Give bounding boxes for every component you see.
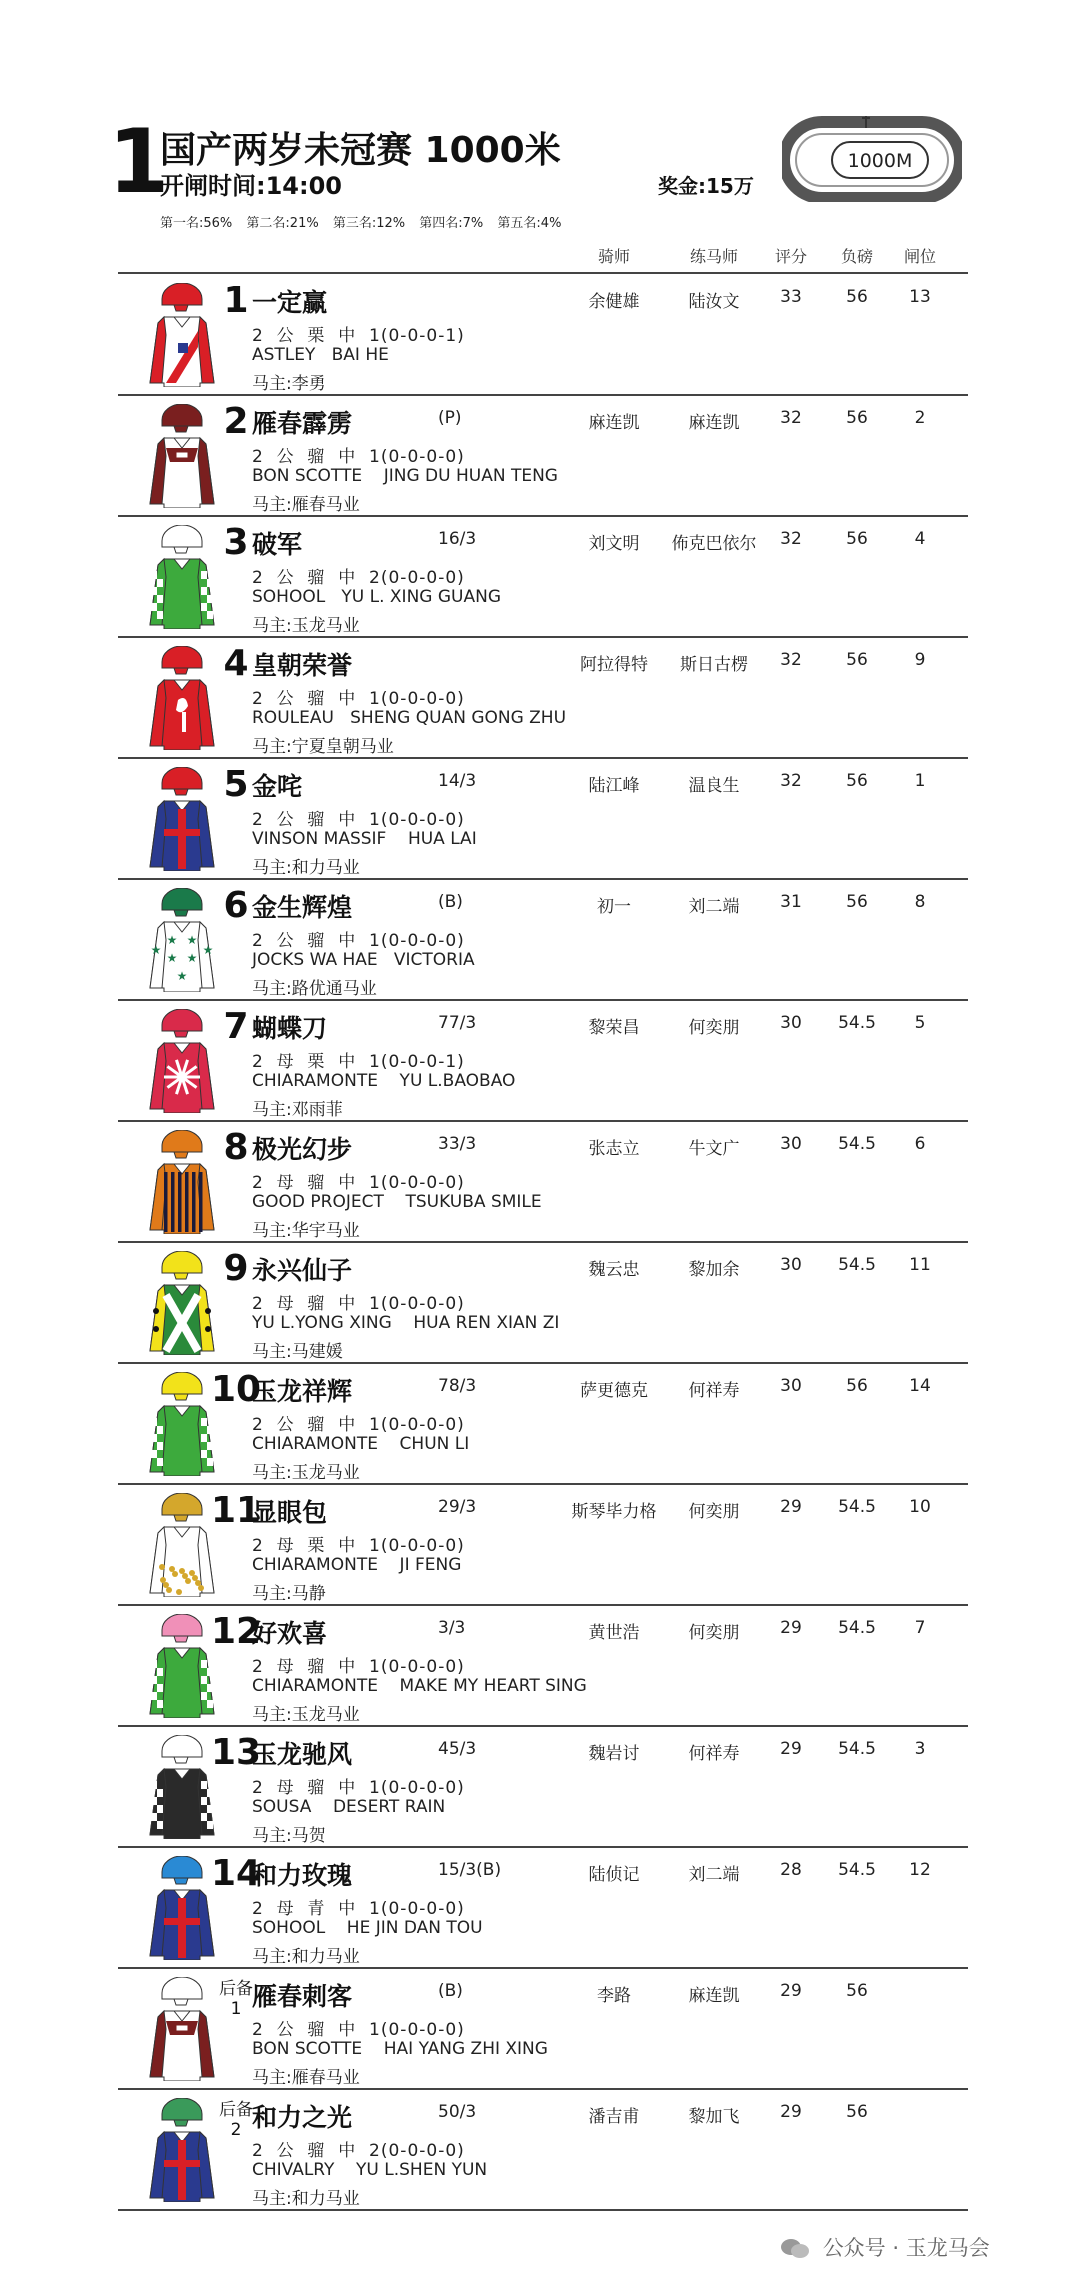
horse-number: 12 — [210, 1611, 262, 1652]
horse-info: 2 公 栗 中 1(0-0-0-1) — [252, 326, 465, 346]
horse-odds: 29/3 — [438, 1497, 477, 1517]
trainer-name: 黎加飞 — [688, 2107, 740, 2127]
column-trainer: 练马师 — [689, 247, 738, 266]
weight-value: 56 — [846, 529, 868, 549]
race-title: 国产两岁未冠赛 1000米 — [160, 130, 561, 171]
jockey-name: 黎荣昌 — [588, 1018, 640, 1038]
horse-number: 后备 1 — [219, 1979, 253, 2020]
rating-value: 32 — [780, 408, 802, 428]
horse-pedigree: BON SCOTTE HAI YANG ZHI XING — [252, 2039, 548, 2059]
jockey-name: 刘文明 — [588, 534, 640, 554]
svg-text:★: ★ — [150, 943, 162, 957]
split-4: 第四名:7% — [419, 216, 484, 231]
horse-odds: 78/3 — [438, 1376, 477, 1396]
jockey-name: 潘吉甫 — [588, 2107, 640, 2127]
horse-odds: 50/3 — [438, 2102, 477, 2122]
horse-owner: 马主:邓雨菲 — [252, 1100, 343, 1120]
horse-odds: (B) — [438, 1981, 463, 2001]
entry-row — [118, 1606, 968, 1727]
horse-info: 2 公 骝 中 2(0-0-0-0) — [252, 568, 465, 588]
horse-info: 2 母 栗 中 1(0-0-0-1) — [252, 1052, 465, 1072]
rating-value: 33 — [780, 287, 802, 307]
horse-name: 皇朝荣誉 — [252, 651, 353, 680]
split-5: 第五名:4% — [497, 216, 562, 231]
trainer-name: 何祥寿 — [688, 1744, 740, 1764]
horse-odds: 77/3 — [438, 1013, 477, 1033]
horse-name: 和力玫瑰 — [252, 1861, 353, 1890]
rating-value: 29 — [780, 1739, 802, 1759]
horse-number: 1 — [223, 280, 249, 321]
horse-info: 2 母 骝 中 1(0-0-0-0) — [252, 1778, 465, 1798]
horse-pedigree: SOHOOL HE JIN DAN TOU — [252, 1918, 483, 1938]
svg-text:★: ★ — [186, 933, 198, 947]
jockey-name: 黄世浩 — [588, 1623, 640, 1643]
jockey-name: 陆江峰 — [588, 776, 640, 796]
horse-owner: 马主:李勇 — [252, 374, 326, 394]
draw-value: 4 — [914, 529, 926, 549]
rating-value: 30 — [780, 1376, 802, 1396]
column-draw: 闸位 — [903, 247, 936, 266]
horse-odds: 14/3 — [438, 771, 477, 791]
weight-value: 54.5 — [838, 1013, 876, 1033]
rating-value: 29 — [780, 1618, 802, 1638]
horse-number: 11 — [210, 1490, 262, 1531]
weight-value: 56 — [846, 1376, 868, 1396]
horse-pedigree: GOOD PROJECT TSUKUBA SMILE — [252, 1192, 542, 1212]
horse-number: 3 — [223, 522, 249, 563]
horse-pedigree: CHIARAMONTE YU L.BAOBAO — [252, 1071, 516, 1091]
horse-number: 后备 2 — [219, 2100, 253, 2141]
weight-value: 56 — [846, 2102, 868, 2122]
weight-value: 56 — [846, 650, 868, 670]
jockey-name: 麻连凯 — [588, 413, 640, 433]
rating-value: 30 — [780, 1134, 802, 1154]
entry-row — [118, 759, 968, 880]
horse-owner: 马主:马静 — [252, 1584, 326, 1604]
watermark — [780, 2232, 990, 2262]
horse-name: 破军 — [252, 530, 303, 559]
entry-row — [118, 396, 968, 517]
draw-value: 6 — [914, 1134, 926, 1154]
horse-odds: 15/3(B) — [438, 1860, 502, 1880]
rating-value: 28 — [780, 1860, 802, 1880]
horse-owner: 马主:雁春马业 — [252, 2068, 360, 2088]
trainer-name: 牛文广 — [688, 1139, 740, 1159]
svg-text:★: ★ — [166, 951, 178, 965]
horse-owner: 马主:路优通马业 — [252, 979, 377, 999]
horse-odds: (P) — [438, 408, 462, 428]
horse-number: 13 — [210, 1732, 262, 1773]
horse-info: 2 母 骝 中 1(0-0-0-0) — [252, 1173, 465, 1193]
draw-value: 10 — [909, 1497, 931, 1517]
entry-row — [118, 1969, 968, 2090]
horse-owner: 马主:和力马业 — [252, 858, 360, 878]
wechat-icon — [780, 2238, 810, 2260]
draw-value: 2 — [914, 408, 926, 428]
race-start-time: 开闸时间:14:00 — [160, 172, 342, 200]
jockey-name: 余健雄 — [588, 292, 640, 312]
horse-owner: 马主:宁夏皇朝马业 — [252, 737, 394, 757]
race-number: 1 — [108, 110, 170, 213]
horse-number: 5 — [223, 764, 249, 805]
track-distance-label: 1000M — [847, 150, 913, 172]
weight-value: 54.5 — [838, 1618, 876, 1638]
horse-info: 2 公 骝 中 1(0-0-0-0) — [252, 810, 465, 830]
entry-row — [118, 1122, 968, 1243]
entry-row — [118, 880, 968, 1001]
jockey-silk-icon — [148, 1977, 216, 2081]
horse-pedigree: CHIARAMONTE MAKE MY HEART SING — [252, 1676, 587, 1696]
trainer-name: 何祥寿 — [688, 1381, 740, 1401]
horse-name: 玉龙祥辉 — [252, 1377, 353, 1406]
svg-text:★: ★ — [166, 933, 178, 947]
weight-value: 54.5 — [838, 1255, 876, 1275]
entry-row — [118, 517, 968, 638]
weight-value: 56 — [846, 892, 868, 912]
horse-owner: 马主:雁春马业 — [252, 495, 360, 515]
entry-row — [118, 1727, 968, 1848]
horse-name: 极光幻步 — [252, 1135, 353, 1164]
horse-name: 金生辉煌 — [252, 893, 353, 922]
horse-pedigree: BON SCOTTE JING DU HUAN TENG — [252, 466, 558, 486]
horse-odds: 16/3 — [438, 529, 477, 549]
horse-owner: 马主:和力马业 — [252, 1947, 360, 1967]
entry-row — [118, 1243, 968, 1364]
trainer-name: 温良生 — [688, 776, 740, 796]
horse-name: 好欢喜 — [252, 1619, 328, 1648]
horse-owner: 马主:马贺 — [252, 1826, 326, 1846]
trainer-name: 陆汝文 — [688, 292, 740, 312]
rating-value: 30 — [780, 1255, 802, 1275]
horse-number: 14 — [210, 1853, 262, 1894]
draw-value: 1 — [914, 771, 926, 791]
horse-number: 6 — [223, 885, 249, 926]
horse-odds: 33/3 — [438, 1134, 477, 1154]
horse-pedigree: SOUSA DESERT RAIN — [252, 1797, 446, 1817]
horse-pedigree: JOCKS WA HAE VICTORIA — [252, 950, 475, 970]
horse-info: 2 公 骝 中 1(0-0-0-0) — [252, 689, 465, 709]
column-rating: 评分 — [774, 247, 807, 266]
trainer-name: 佈克巴依尔 — [671, 534, 757, 554]
horse-number: 2 — [223, 401, 249, 442]
draw-value: 5 — [914, 1013, 926, 1033]
jockey-name: 张志立 — [588, 1139, 640, 1159]
horse-info: 2 母 骝 中 1(0-0-0-0) — [252, 1294, 465, 1314]
entry-row — [118, 1848, 968, 1969]
weight-value: 54.5 — [838, 1134, 876, 1154]
horse-owner: 马主:和力马业 — [252, 2189, 360, 2209]
svg-text:★: ★ — [186, 951, 198, 965]
jockey-name: 陆侦记 — [588, 1865, 640, 1885]
horse-name: 一定赢 — [252, 288, 328, 317]
trainer-name: 麻连凯 — [688, 1986, 740, 2006]
entry-row — [118, 638, 968, 759]
horse-info: 2 公 骝 中 1(0-0-0-0) — [252, 2020, 465, 2040]
rating-value: 32 — [780, 529, 802, 549]
rating-value: 29 — [780, 2102, 802, 2122]
weight-value: 54.5 — [838, 1860, 876, 1880]
horse-pedigree: CHIVALRY YU L.SHEN YUN — [252, 2160, 488, 2180]
column-jockey: 骑师 — [597, 247, 630, 266]
entry-row — [118, 1485, 968, 1606]
trainer-name: 何奕朋 — [688, 1018, 740, 1038]
horse-pedigree: CHIARAMONTE JI FENG — [252, 1555, 462, 1575]
horse-info: 2 公 骝 中 1(0-0-0-0) — [252, 447, 465, 467]
horse-info: 2 公 骝 中 2(0-0-0-0) — [252, 2141, 465, 2161]
rating-value: 31 — [780, 892, 802, 912]
trainer-name: 麻连凯 — [688, 413, 740, 433]
split-2: 第二名:21% — [246, 216, 319, 231]
draw-value: 11 — [909, 1255, 931, 1275]
track-diagram — [782, 112, 962, 202]
horse-pedigree: VINSON MASSIF HUA LAI — [252, 829, 477, 849]
race-prize: 奖金:15万 — [658, 174, 754, 198]
draw-value: 7 — [914, 1618, 926, 1638]
draw-value: 14 — [909, 1376, 931, 1396]
weight-value: 56 — [846, 771, 868, 791]
horse-pedigree: CHIARAMONTE CHUN LI — [252, 1434, 470, 1454]
horse-name: 玉龙驰风 — [252, 1740, 353, 1769]
horse-name: 雁春刺客 — [252, 1982, 353, 2011]
horse-name: 显眼包 — [252, 1498, 328, 1527]
jockey-name: 萨更德克 — [580, 1381, 648, 1401]
weight-value: 54.5 — [838, 1497, 876, 1517]
horse-info: 2 公 骝 中 1(0-0-0-0) — [252, 931, 465, 951]
column-weight: 负磅 — [840, 247, 873, 266]
trainer-name: 何奕朋 — [688, 1502, 740, 1522]
finish-split — [160, 212, 571, 231]
horse-owner: 马主:玉龙马业 — [252, 616, 360, 636]
weight-value: 54.5 — [838, 1739, 876, 1759]
horse-owner: 马主:华宇马业 — [252, 1221, 360, 1241]
horse-number: 4 — [223, 643, 249, 684]
jockey-name: 斯琴毕力格 — [571, 1502, 657, 1522]
jockey-silk-icon — [148, 2098, 216, 2202]
jockey-name: 李路 — [597, 1986, 631, 2006]
horse-number: 10 — [210, 1369, 262, 1410]
jockey-name: 魏岩讨 — [588, 1744, 640, 1764]
horse-info: 2 母 栗 中 1(0-0-0-0) — [252, 1536, 465, 1556]
jockey-name: 魏云忠 — [588, 1260, 640, 1280]
trainer-name: 黎加余 — [688, 1260, 740, 1280]
horse-number: 7 — [223, 1006, 249, 1047]
entry-row — [118, 275, 968, 396]
horse-number: 9 — [223, 1248, 249, 1289]
trainer-name: 斯日古楞 — [680, 655, 748, 675]
trainer-name: 刘二端 — [688, 897, 740, 917]
draw-value: 12 — [909, 1860, 931, 1880]
trainer-name: 刘二端 — [688, 1865, 740, 1885]
split-1: 第一名:56% — [160, 216, 233, 231]
header-rule — [118, 272, 968, 274]
horse-info: 2 母 青 中 1(0-0-0-0) — [252, 1899, 465, 1919]
weight-value: 56 — [846, 287, 868, 307]
jockey-name: 初一 — [597, 897, 631, 917]
horse-owner: 马主:玉龙马业 — [252, 1463, 360, 1483]
horse-odds: 3/3 — [438, 1618, 466, 1638]
horse-pedigree: SOHOOL YU L. XING GUANG — [252, 587, 501, 607]
rating-value: 30 — [780, 1013, 802, 1033]
weight-value: 56 — [846, 1981, 868, 2001]
entry-row — [118, 1001, 968, 1122]
horse-odds: (B) — [438, 892, 463, 912]
svg-text:★: ★ — [202, 943, 214, 957]
weight-value: 56 — [846, 408, 868, 428]
horse-number: 8 — [223, 1127, 249, 1168]
rating-value: 29 — [780, 1497, 802, 1517]
rating-value: 29 — [780, 1981, 802, 2001]
horse-info: 2 母 骝 中 1(0-0-0-0) — [252, 1657, 465, 1677]
split-3: 第三名:12% — [332, 216, 406, 231]
horse-odds: 45/3 — [438, 1739, 477, 1759]
horse-pedigree: ROULEAU SHENG QUAN GONG ZHU — [252, 708, 567, 728]
entry-row — [118, 1364, 968, 1485]
jockey-name: 阿拉得特 — [580, 655, 648, 675]
horse-info: 2 公 骝 中 1(0-0-0-0) — [252, 1415, 465, 1435]
entry-row — [118, 2090, 968, 2211]
horse-owner: 马主:马建媛 — [252, 1342, 343, 1362]
horse-pedigree: ASTLEY BAI HE — [252, 345, 389, 365]
draw-value: 3 — [914, 1739, 926, 1759]
rating-value: 32 — [780, 650, 802, 670]
horse-name: 金咤 — [252, 772, 303, 801]
horse-name: 雁春霹雳 — [252, 409, 353, 438]
draw-value: 9 — [914, 650, 926, 670]
watermark-text: 公众号 · 玉龙马会 — [822, 2236, 990, 2260]
svg-text:★: ★ — [176, 969, 188, 983]
horse-pedigree: YU L.YONG XING HUA REN XIAN ZI — [252, 1313, 560, 1333]
draw-value: 8 — [914, 892, 926, 912]
horse-name: 和力之光 — [252, 2103, 353, 2132]
draw-value: 13 — [909, 287, 931, 307]
rating-value: 32 — [780, 771, 802, 791]
horse-name: 蝴蝶刀 — [252, 1014, 328, 1043]
horse-owner: 马主:玉龙马业 — [252, 1705, 360, 1725]
horse-name: 永兴仙子 — [252, 1256, 353, 1285]
trainer-name: 何奕朋 — [688, 1623, 740, 1643]
